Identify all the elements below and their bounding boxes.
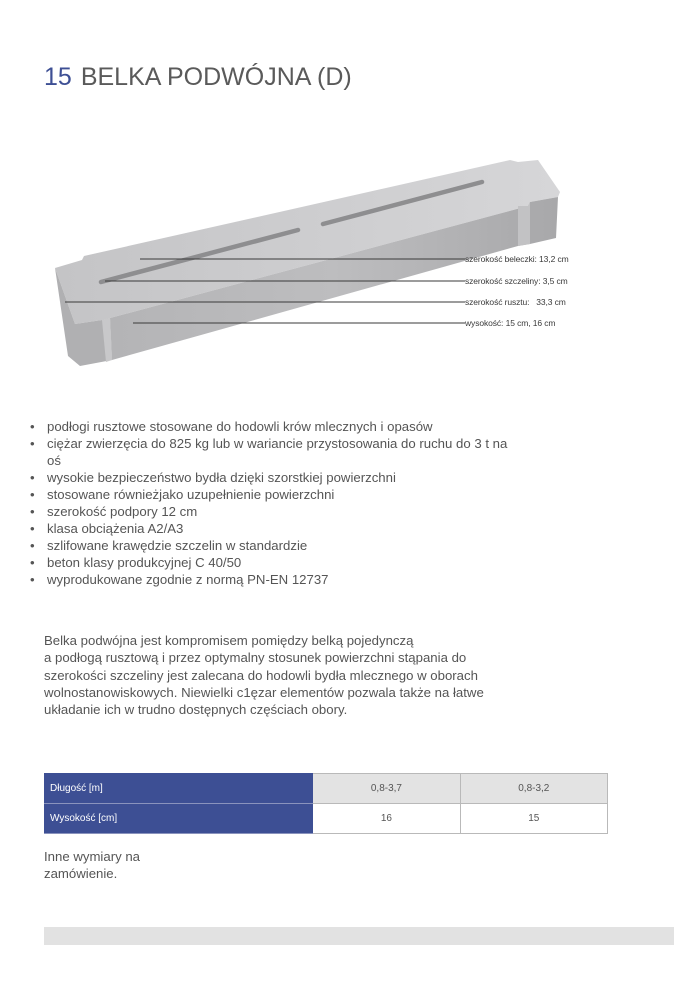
- list-item-text: wyprodukowane zgodnie z normą PN-EN 12737: [47, 572, 329, 587]
- list-item: [30, 571, 550, 588]
- description-line: a podłogą rusztową i przez optymalny stosunek powierzchni stąpania do: [44, 650, 467, 666]
- list-item-text: szlifowane krawędzie szczelin w standardzie: [47, 538, 308, 553]
- list-item-text: beton klasy produkcyjnej C 40/50: [47, 555, 242, 570]
- list-item-text: podłogi rusztowe stosowane do hodowli krów mlecznych i opasów: [47, 419, 433, 434]
- row-header: Długość [m]: [45, 774, 313, 804]
- callout-height: wysokość: 15 cm, 16 cm: [465, 318, 556, 328]
- spec-table: [44, 773, 608, 834]
- list-item: [30, 486, 550, 503]
- list-item: [30, 435, 550, 469]
- beam-notch-right: [518, 202, 530, 246]
- section-title: BELKA PODWÓJNA (D): [80, 63, 352, 91]
- bullet-icon: •: [30, 504, 35, 519]
- footer-bar: [44, 927, 674, 945]
- list-item: [30, 520, 550, 537]
- table-cell: 0,8-3,7: [313, 774, 460, 804]
- bullet-icon: •: [30, 572, 35, 587]
- list-item: [30, 469, 550, 486]
- list-item-text: szerokość podpory 12 cm: [47, 504, 198, 519]
- description-line: szerokości szczeliny jest zalecana do hodowli bydła mlecznego w oborach: [44, 667, 478, 683]
- note-line: Inne wymiary na: [44, 849, 141, 864]
- list-item-text: ciężar zwierzęcia do 825 kg lub w wariancie przystosowania do ruchu do 3 t na oś: [47, 436, 508, 468]
- feature-list: [30, 418, 550, 588]
- callout-beam-width: szerokość beleczki: 13,2 cm: [465, 254, 569, 264]
- description-line: Belka podwójna jest kompromisem pomiędzy belką pojedynczą: [44, 633, 414, 648]
- row-header: Wysokość [cm]: [45, 804, 313, 834]
- table-cell: 16: [313, 804, 460, 834]
- bullet-icon: •: [30, 470, 35, 485]
- bullet-icon: •: [30, 538, 35, 553]
- custom-size-note: [44, 848, 140, 882]
- list-item-text: stosowane równieżjako uzupełnienie powierzchni: [47, 487, 335, 502]
- table-row: [45, 774, 608, 804]
- callout-slot-width: szerokość szczeliny: 3,5 cm: [465, 276, 568, 286]
- product-figure: [40, 150, 600, 370]
- bullet-icon: •: [30, 487, 35, 502]
- list-item: [30, 554, 550, 571]
- list-item: [30, 418, 550, 435]
- list-item: [30, 537, 550, 554]
- callout-grate-width: szerokość rusztu: 33,3 cm: [465, 297, 566, 307]
- bullet-icon: •: [30, 555, 35, 570]
- bullet-icon: •: [30, 521, 35, 536]
- description-paragraph: [44, 632, 544, 718]
- section-number: 15: [44, 63, 72, 91]
- page-title: [44, 62, 352, 92]
- description-line: układanie ich w trudno dostępnych częściach obory.: [44, 702, 348, 718]
- bullet-icon: •: [30, 419, 35, 434]
- table-row: [45, 804, 608, 834]
- bullet-icon: •: [30, 436, 35, 451]
- list-item-text: klasa obciążenia A2/A3: [47, 521, 184, 536]
- description-line: wolnostanowiskowych. Niewielki c1ęzar elementów pozwala także na łatwe: [44, 684, 484, 700]
- list-item-text: wysokie bezpieczeństwo bydła dzięki szorstkiej powierzchni: [47, 470, 396, 485]
- table-cell: 15: [460, 804, 607, 834]
- list-item: [30, 503, 550, 520]
- note-line: zamówienie.: [44, 866, 118, 881]
- table-cell: 0,8-3,2: [460, 774, 607, 804]
